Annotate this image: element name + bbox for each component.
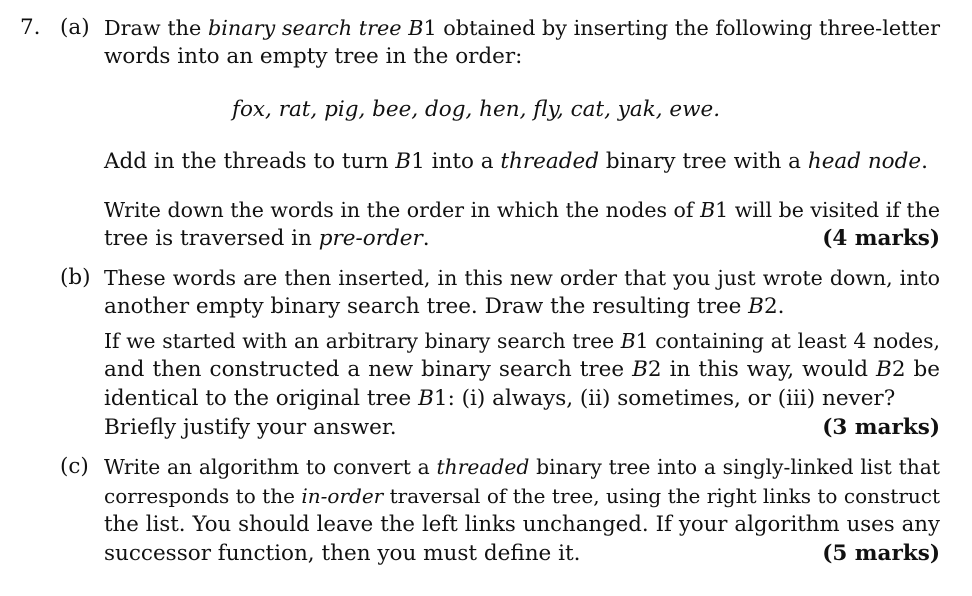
part-a-marks: (4 marks) <box>822 226 940 251</box>
part-a-traverse-line-2: tree is traversed in pre-order. <box>104 226 430 251</box>
part-b-line-6: Briefly justify your answer. <box>104 415 397 440</box>
part-c-line-4: successor function, then you must define it. <box>104 541 581 566</box>
part-a-threads-line: Add in the threads to turn B1 into a threaded binary tree with a head node. <box>104 149 928 174</box>
part-b-line-5: identical to the original tree B1: (i) always, (ii) sometimes, or (iii) never? <box>104 386 896 411</box>
part-b-line-3: If we started with an arbitrary binary search tree B1 containing at least 4 nodes, <box>104 329 940 353</box>
part-a-traverse-line-1: Write down the words in the order in which the nodes of B1 will be visited if the <box>104 198 940 222</box>
part-a-label: (a) <box>60 15 90 40</box>
part-b-line-2: another empty binary search tree. Draw the resulting tree B2. <box>104 294 785 319</box>
part-a-line-2: words into an empty tree in the order: <box>104 44 523 69</box>
part-c-marks: (5 marks) <box>822 541 940 566</box>
part-c-line-1: Write an algorithm to convert a threaded binary tree into a singly-linked list that <box>104 455 940 479</box>
part-c-line-3: the list. You should leave the left links unchanged. If your algorithm uses any <box>104 512 940 537</box>
word-list: fox, rat, pig, bee, dog, hen, fly, cat, yak, ewe. <box>232 97 721 122</box>
part-c-label: (c) <box>60 454 89 479</box>
part-b-line-1: These words are then inserted, in this new order that you just wrote down, into <box>104 266 940 290</box>
part-c-line-2: corresponds to the in-order traversal of the tree, using the right links to construct <box>104 484 940 508</box>
part-b-marks: (3 marks) <box>822 415 940 440</box>
part-b-label: (b) <box>60 265 91 290</box>
part-b-line-4: and then constructed a new binary search tree B2 in this way, would B2 be <box>104 357 940 382</box>
question-number: 7. <box>20 15 41 40</box>
part-a-line-1: Draw the binary search tree B1 obtained by inserting the following three-letter <box>104 16 940 40</box>
